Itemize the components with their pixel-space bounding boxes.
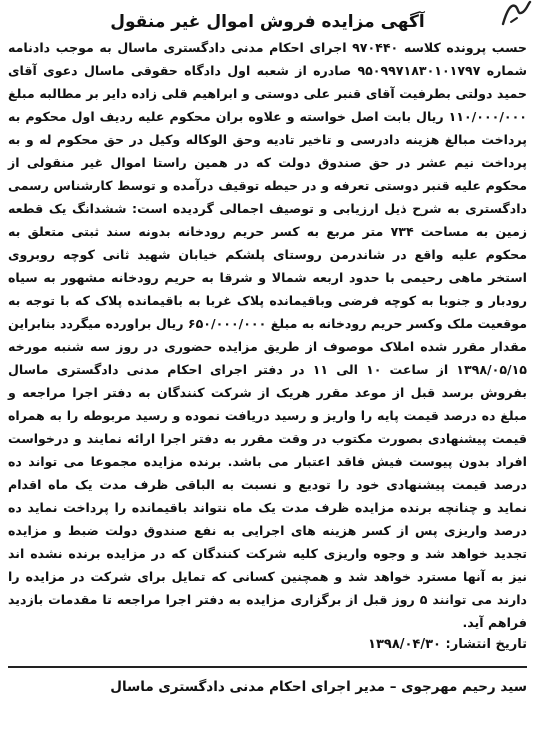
notice-title: آگهی مزایده فروش اموال غیر منقول xyxy=(110,12,425,32)
notice-body: حسب پرونده کلاسه ۹۷۰۴۴۰ اجرای احکام مدنی دادگستری ماسال به موجب دادنامه شماره ۹۵۰۹۹۷۱۸۳۰۱۰۱۷۹۷ صادره از شعبه اول دادگاه حقوقی ماسال دعوی آقای حمید دولتی بطرفیت آقای قنبر علی دوستی و ابراهیم قلی زاده دایر بر مطالبه مبلغ ۱۱۰/۰۰۰/۰۰۰ ریال بابت اصل خواسته و علاوه بران محکوم علیه ردیف اول محکوم به پرداخت مبالغ هزینه دادرسی و تاخیر تادیه وحق الوکاله وکیل در حق محکوم له و به پرداخت نیم عشر در حق صندوق دولت که در همین راستا اموال غیر منقولی از محکوم علیه قنبر دوستی تعرفه و در حیطه توقیف درآمده و توسط کارشناس رسمی دادگستری به شرح ذیل ارزیابی و توصیف اجمالی گردیده است: ششدانگ یک قطعه زمین به مساحت ۷۳۴ متر مربع به کسر حریم رودخانه بدونه سند ثبتی متعلق به محکوم علیه واقع در شاندرمن روستای پلشکم خیابان شهید ثانی کوچه روبروی استخر ماهی رحیمی با حدود اربعه شمالا و شرقا به حریم رودخانه مشهور به سیاه رودبار و جنوبا به کوچه فرضی وباقیمانده پلاک غربا به باقیمانده پلاک که با توجه به موقعیت ملک وکسر حریم رودخانه به مبلغ ۶۵۰/۰۰۰/۰۰۰ ریال براورده میگردد بنابراین مقدار مقرر شده املاک موصوف از طریق مزایده حضوری در روز سه شنبه مورخه ۱۳۹۸/۰۵/۱۵ از ساعت ۱۰ الی ۱۱ در دفتر اجرای احکام مدنی دادگستری ماسال بفروش برسد قبل از موعد مقرر هریک از شرکت کنندگان به دفتر اجرا مراجعه و مبلغ ده درصد قیمت پایه را واریز و رسید دریافت نموده و رسید مربوطه را به همراه قیمت پیشنهادی بصورت مکتوب در وقت مقرر به دفتر اجرا ارائه نمایند و درخواست افراد بدون پیوست فیش فاقد اعتبار می باشد. برنده مزایده مجموعا می تواند ده درصد قیمت پیشنهادی خود را تودیع و نسبت به الباقی ظرف مدت یک ماه اقدام نماید و چنانچه برنده مزایده ظرف مدت یک ماه نتواند باقیمانده را پرداخت نماید ده درصد واریزی پس از کسر هزینه های اجرایی به نفع صندوق دولت ضبط و مزایده تجدید خواهد شد و وجوه واریزی کلیه شرکت کنندگان که در مزایده برنده نشده اند نیز به آنها مسترد خواهد شد و همچنین کسانی که تمایل برای شرکت در مزایده را دارند می توانند ۵ روز قبل از برگزاری مزایده به دفتر اجرا مراجعه تا مقدمات بازدید فراهم آید. xyxy=(8,40,528,630)
signature-line: سید رحیم مهرجوی – مدیر اجرای احکام مدنی دادگستری ماسال xyxy=(110,679,527,695)
handwritten-mark-icon xyxy=(497,0,533,26)
divider xyxy=(8,666,527,668)
publish-date: تاریخ انتشار: ۱۳۹۸/۰۴/۳۰ xyxy=(368,637,527,652)
